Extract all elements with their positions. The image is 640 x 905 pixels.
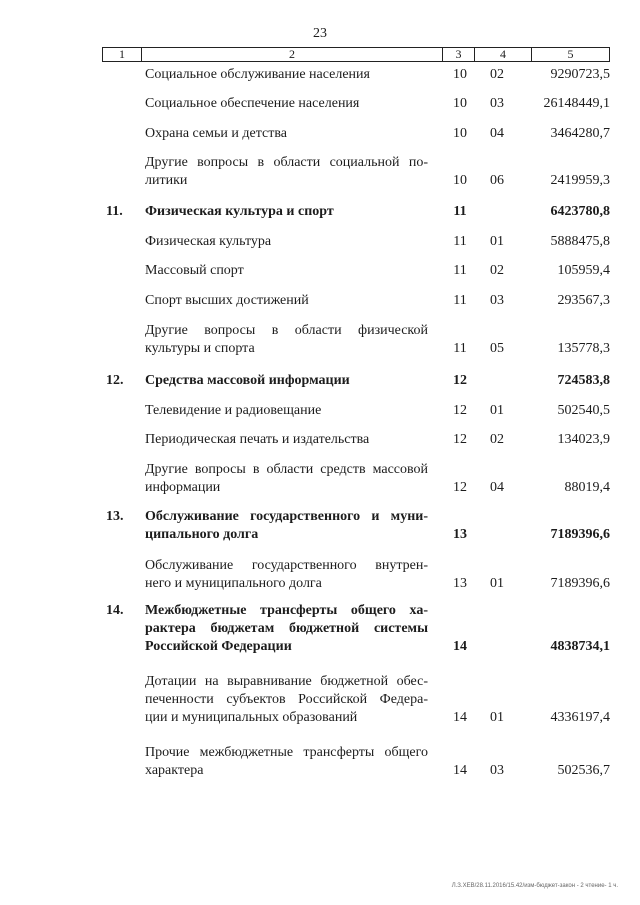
amount-value: 5888475,8 xyxy=(550,234,610,249)
row-name-line: рактера бюджетам бюджетной системы xyxy=(145,621,428,636)
row-name-line: Обслуживание государственного и муни- xyxy=(145,509,428,524)
section-code: 14 xyxy=(453,710,467,725)
table-header xyxy=(102,47,610,62)
row-name xyxy=(145,508,428,544)
subsection-code: 06 xyxy=(490,173,504,188)
section-row xyxy=(102,508,610,544)
row-name-line: Другие вопросы в области социальной по- xyxy=(145,155,428,170)
row-name xyxy=(145,402,428,420)
subsection-code: 02 xyxy=(490,432,504,447)
row-name xyxy=(145,66,428,84)
row-name-line: ципального долга xyxy=(145,527,259,542)
document-footer: Л.З.ХЕВ/28.11.2016/15.42/изм-бюджет-закон - 2 чтение- 1 ч. xyxy=(451,883,618,889)
row-name xyxy=(145,602,428,656)
subsection-code: 04 xyxy=(490,480,504,495)
section-code: 11 xyxy=(453,263,467,278)
row-name xyxy=(145,95,428,113)
amount-value: 105959,4 xyxy=(557,263,610,278)
table-row xyxy=(102,66,610,84)
subsection-code: 01 xyxy=(490,576,504,591)
section-row xyxy=(102,602,610,656)
section-code: 14 xyxy=(453,639,467,654)
row-name-line: Спорт высших достижений xyxy=(145,293,309,308)
row-name-line: Другие вопросы в области средств массовой xyxy=(145,462,428,477)
row-name-line: Средства массовой информации xyxy=(145,373,350,388)
row-name-line: Физическая культура xyxy=(145,234,272,249)
subsection-code: 04 xyxy=(490,126,504,141)
section-code: 10 xyxy=(453,67,467,82)
table-row xyxy=(102,262,610,280)
section-code: 11 xyxy=(453,234,467,249)
section-code: 13 xyxy=(453,527,467,542)
subsection-code: 05 xyxy=(490,341,504,356)
row-name-line: Телевидение и радиовещание xyxy=(145,403,322,418)
subsection-code: 03 xyxy=(490,763,504,778)
row-name-line: Обслуживание государственного внутрен- xyxy=(145,558,428,573)
table-row xyxy=(102,292,610,310)
section-code: 12 xyxy=(453,373,467,388)
row-name-line: Дотации на выравнивание бюджетной обес- xyxy=(145,674,428,689)
section-code: 10 xyxy=(453,96,467,111)
table-row xyxy=(102,431,610,449)
row-name-line: литики xyxy=(145,173,188,188)
row-name xyxy=(145,292,428,310)
section-number: 11. xyxy=(106,204,123,219)
page-number: 23 xyxy=(313,26,327,41)
row-name-line: него и муниципального долга xyxy=(145,576,322,591)
amount-value: 724583,8 xyxy=(557,373,610,388)
section-row xyxy=(102,372,610,390)
row-name xyxy=(145,125,428,143)
header-col-2: 2 xyxy=(141,48,442,61)
row-name-line: культуры и спорта xyxy=(145,341,255,356)
row-name-line: характера xyxy=(145,763,204,778)
amount-value: 88019,4 xyxy=(564,480,610,495)
subsection-code: 02 xyxy=(490,263,504,278)
table-row xyxy=(102,154,610,190)
table-row xyxy=(102,557,610,593)
section-row xyxy=(102,203,610,221)
subsection-code: 01 xyxy=(490,710,504,725)
amount-value: 7189396,6 xyxy=(550,527,610,542)
table-row xyxy=(102,402,610,420)
subsection-code: 03 xyxy=(490,293,504,308)
section-code: 10 xyxy=(453,126,467,141)
row-name xyxy=(145,372,428,390)
row-name-line: Физическая культура и спорт xyxy=(145,204,334,219)
amount-value: 6423780,8 xyxy=(550,204,610,219)
table-row xyxy=(102,95,610,113)
section-code: 12 xyxy=(453,403,467,418)
amount-value: 26148449,1 xyxy=(543,96,610,111)
row-name xyxy=(145,431,428,449)
amount-value: 4838734,1 xyxy=(550,639,610,654)
amount-value: 134023,9 xyxy=(557,432,610,447)
section-number: 13. xyxy=(106,509,124,524)
row-name-line: Социальное обслуживание населения xyxy=(145,67,370,82)
section-code: 12 xyxy=(453,432,467,447)
amount-value: 2419959,3 xyxy=(550,173,610,188)
section-code: 12 xyxy=(453,480,467,495)
row-name-line: Прочие межбюджетные трансферты общего xyxy=(145,745,428,760)
amount-value: 3464280,7 xyxy=(550,126,610,141)
amount-value: 502540,5 xyxy=(557,403,610,418)
header-col-1: 1 xyxy=(119,47,125,61)
header-col-4: 4 xyxy=(474,48,531,61)
row-name-line: печенности субъектов Российской Федера- xyxy=(145,692,428,707)
section-code: 11 xyxy=(453,204,467,219)
amount-value: 135778,3 xyxy=(557,341,610,356)
row-name xyxy=(145,673,428,727)
section-number: 12. xyxy=(106,373,124,388)
row-name xyxy=(145,262,428,280)
header-col-5: 5 xyxy=(531,48,609,61)
row-name-line: ции и муниципальных образований xyxy=(145,710,358,725)
row-name-line: Другие вопросы в области физической xyxy=(145,323,428,338)
table-row xyxy=(102,673,610,727)
table-row xyxy=(102,322,610,358)
row-name-line: информации xyxy=(145,480,221,495)
subsection-code: 01 xyxy=(490,403,504,418)
amount-value: 502536,7 xyxy=(557,763,610,778)
row-name-line: Российской Федерации xyxy=(145,639,292,654)
section-code: 13 xyxy=(453,576,467,591)
amount-value: 9290723,5 xyxy=(550,67,610,82)
subsection-code: 01 xyxy=(490,234,504,249)
row-name xyxy=(145,203,428,221)
header-col-3: 3 xyxy=(442,48,474,61)
table-row xyxy=(102,233,610,251)
row-name-line: Межбюджетные трансферты общего ха- xyxy=(145,603,428,618)
section-code: 11 xyxy=(453,341,467,356)
table-row xyxy=(102,461,610,497)
row-name xyxy=(145,557,428,593)
row-name xyxy=(145,233,428,251)
subsection-code: 02 xyxy=(490,67,504,82)
row-name xyxy=(145,744,428,780)
amount-value: 7189396,6 xyxy=(550,576,610,591)
row-name xyxy=(145,322,428,358)
row-name-line: Массовый спорт xyxy=(145,263,244,278)
section-code: 10 xyxy=(453,173,467,188)
section-code: 14 xyxy=(453,763,467,778)
amount-value: 4336197,4 xyxy=(550,710,610,725)
subsection-code: 03 xyxy=(490,96,504,111)
row-name xyxy=(145,154,428,190)
row-name-line: Социальное обеспечение населения xyxy=(145,96,360,111)
row-name-line: Периодическая печать и издательства xyxy=(145,432,370,447)
table-row xyxy=(102,125,610,143)
section-number: 14. xyxy=(106,603,124,618)
row-name-line: Охрана семьи и детства xyxy=(145,126,287,141)
section-code: 11 xyxy=(453,293,467,308)
row-name xyxy=(145,461,428,497)
amount-value: 293567,3 xyxy=(557,293,610,308)
table-row xyxy=(102,744,610,780)
